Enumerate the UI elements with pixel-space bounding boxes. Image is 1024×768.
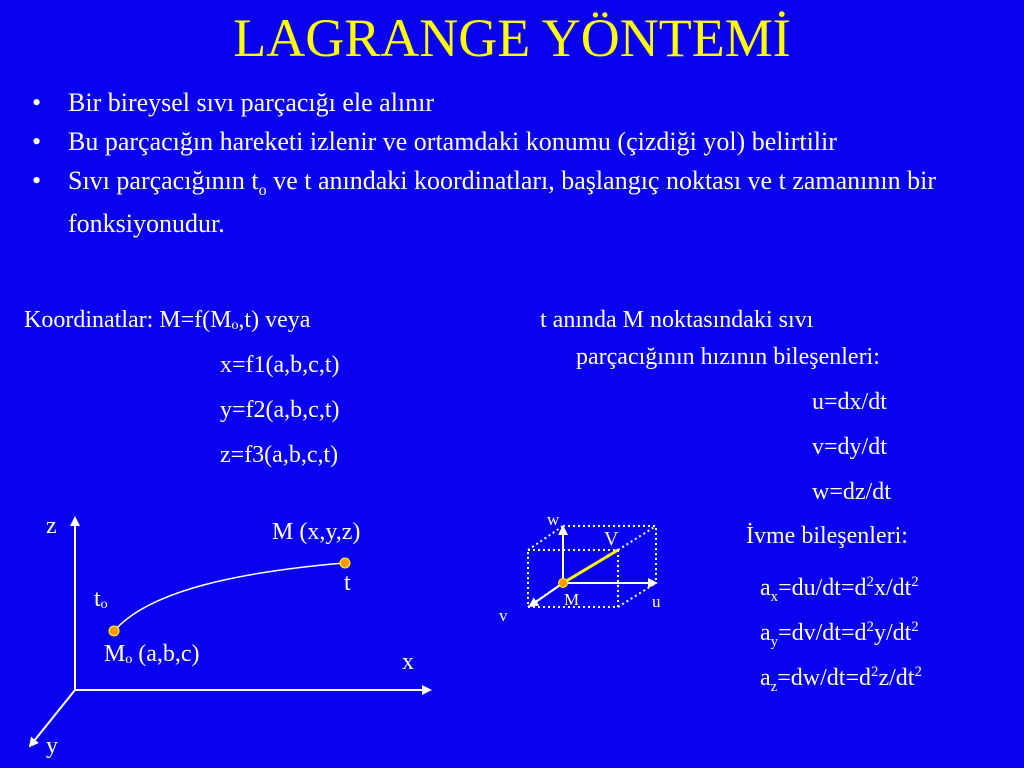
bullet-text-2: Bu parçacığın hareketi izlenir ve ortamdaki konumu (çizdiği yol) belirtilir <box>68 127 837 156</box>
accel-ax-sub: x <box>770 588 779 605</box>
bullet-text-3-sub: o <box>258 182 267 200</box>
point-mo <box>109 626 119 636</box>
accel-ay-a: a <box>760 620 771 646</box>
accel-ax-mid: =du/dt=d <box>778 575 867 601</box>
accel-az-mid2: z/dt <box>878 665 915 691</box>
label-v: v <box>499 606 508 625</box>
bullet-text-3-pre: Sıvı parçacığının t <box>68 166 259 195</box>
point-m <box>340 558 350 568</box>
label-u: u <box>652 592 661 611</box>
label-y: y <box>46 733 58 759</box>
accel-ax-mid2: x/dt <box>873 575 912 601</box>
bullet-text-1: Bir bireysel sıvı parçacığı ele alınır <box>68 88 435 117</box>
coords-header: Koordinatlar: M=f(Mₒ,t) veya <box>24 307 311 333</box>
label-x: x <box>402 649 414 675</box>
velocity-u: u=dx/dt <box>812 389 887 415</box>
label-velocity-v: V <box>604 528 619 550</box>
accel-header: İvme bileşenleri: <box>746 523 908 549</box>
accel-ax-sup2: 2 <box>911 574 919 590</box>
coords-eq-x: x=f1(a,b,c,t) <box>220 352 340 378</box>
accel-ax-sup1: 2 <box>866 574 874 590</box>
accel-ay-sub: y <box>770 633 779 650</box>
accel-ay-sup2: 2 <box>911 619 919 635</box>
coords-eq-y: y=f2(a,b,c,t) <box>220 397 340 423</box>
accel-az-sub: z <box>770 678 778 695</box>
label-m-cube: M <box>564 590 580 609</box>
accel-ay-mid: =dv/dt=d <box>778 620 867 646</box>
label-w: w <box>547 510 560 529</box>
velocity-v: v=dy/dt <box>812 434 887 460</box>
velocity-w: w=dz/dt <box>812 479 891 505</box>
accel-az-sup1: 2 <box>871 664 879 680</box>
accel-az-mid: =dw/dt=d <box>777 665 872 691</box>
accel-ax-a: a <box>760 575 771 601</box>
label-to: tₒ <box>94 586 108 612</box>
slide-title: LAGRANGE YÖNTEMİ <box>233 8 791 68</box>
v-arrow <box>530 583 563 606</box>
label-z: z <box>46 513 57 539</box>
accel-az-sup2: 2 <box>914 664 922 680</box>
accel-ay-sup1: 2 <box>866 619 874 635</box>
velocity-line-2: parçacığının hızının bileşenleri: <box>576 344 880 370</box>
point-m-cube <box>559 579 568 588</box>
accel-ay-mid2: y/dt <box>873 620 912 646</box>
velocity-line-1: t anında M noktasındaki sıvı <box>540 307 814 333</box>
velocity-vector <box>563 550 618 583</box>
label-t: t <box>344 570 351 596</box>
coords-eq-z: z=f3(a,b,c,t) <box>220 442 339 468</box>
trajectory-curve <box>114 563 344 631</box>
accel-az-a: a <box>760 665 771 691</box>
bullet-text-3-post: ve t anındaki koordinatları, başlangıç noktası ve t zamanının bir fonksiyonudur. <box>68 166 936 239</box>
label-m-xyz: M (x,y,z) <box>272 519 361 545</box>
label-mo-abc: Mₒ (a,b,c) <box>104 641 200 667</box>
